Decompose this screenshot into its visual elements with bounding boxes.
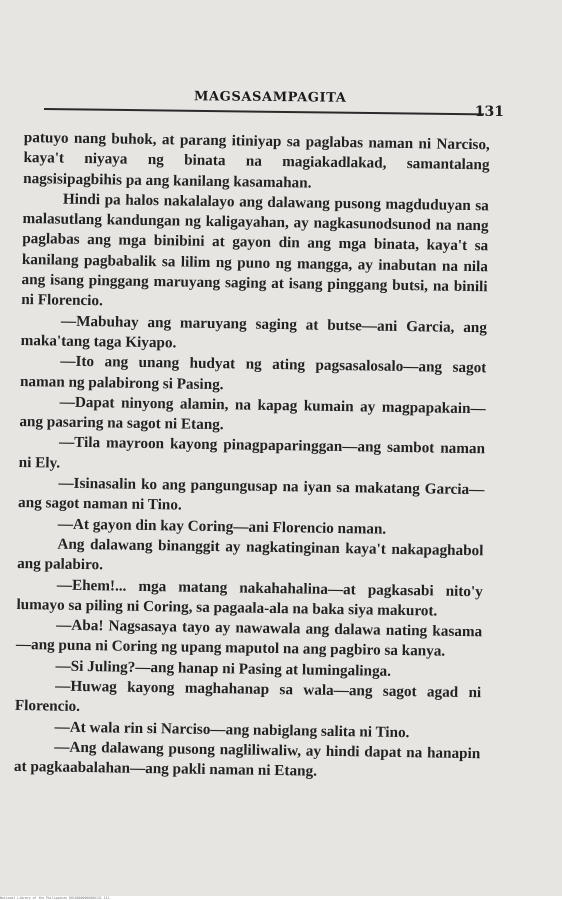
- paragraph: —Huwag kayong maghahanap sa wala—ang sagot agad ni Florencio.: [14, 677, 482, 716]
- header-rule: [44, 108, 484, 115]
- paragraph: —At gayon din kay Coring—ani Florencio naman.: [57, 515, 387, 538]
- page-header: [34, 88, 504, 118]
- paragraph: —Dapat ninyong alamin, na kapag kumain ay magpapakain—ang pasaring na sagot ni Etang.: [19, 393, 486, 434]
- paragraph: —Mabuhay ang maruyang saging at butse—ani Garcia, ang maka'tang taga Kiyapo.: [20, 312, 488, 352]
- paragraph: Ang dalawang binanggit ay nagkatinginan kaya't nakapaghabol ang palabiro.: [17, 535, 484, 574]
- paragraph: —Si Juling?—ang hanap ni Pasing at lumingalinga.: [55, 657, 392, 680]
- paragraph: —Ito ang unang hudyat ng ating pagsasalosalo—ang sagot naman ng palabirong si Pasing.: [19, 352, 487, 393]
- paragraph: Hindi pa halos nakalalayo ang dalawang pusong magduduyan sa malasutlang kandungan ng kaligayahan, ay nagkasunodsunod na nang paglabas ang mga binibini at gayon din ang mga binata, kaya't sa kanilang pagbabalik sa lilim ng puno ng mangga, ay inabutan na nila ang isang pinggang maruyang saging at isang pinggang butsi, na binili ni Florencio.: [21, 190, 489, 310]
- paragraph: patuyo nang buhok, at parang itiniyap sa paglabas naman ni Narciso, kaya't niyaya ng binata na magiakadlakad, samantalang nagsisipagbihis pa ang kanilang kasamahan.: [23, 128, 490, 192]
- paragraph: —Ehem!... mga matang nakahahalina—at pagkasabi nito'y lumayo sa piling ni Coring, sa pagaala-ala na baka siya makurot.: [16, 576, 483, 620]
- body-text: [14, 128, 490, 785]
- paragraph: —Isinasalin ko ang pangungusap na iyan sa makatang Garcia—ang sagot naman ni Tino.: [17, 474, 485, 514]
- scan-footer: [0, 896, 562, 900]
- paragraph: —Aba! Nagsasaya tayo ay nawawala ang dalawa nating kasama—ang puna ni Coring ng upang maputol na ang pagbiro sa kanya.: [15, 616, 483, 661]
- paragraph: —Tila mayroon kayong pinagpaparinggan—ang sambot naman ni Ely.: [18, 434, 486, 472]
- scan-footer-text: National Library of the Philippines KH100000000000131 131: [0, 896, 110, 900]
- running-head: MAGSASAMPAGITA: [193, 89, 347, 106]
- page-number: 131: [474, 104, 504, 120]
- paragraph: —Ang dalawang pusong nagliliwaliw, ay hindi dapat na hanapin at pagkaabalahan—ang pakli naman ni Etang.: [13, 738, 481, 780]
- paragraph: —At wala rin si Narciso—ang nabiglang salita ni Tino.: [54, 718, 410, 741]
